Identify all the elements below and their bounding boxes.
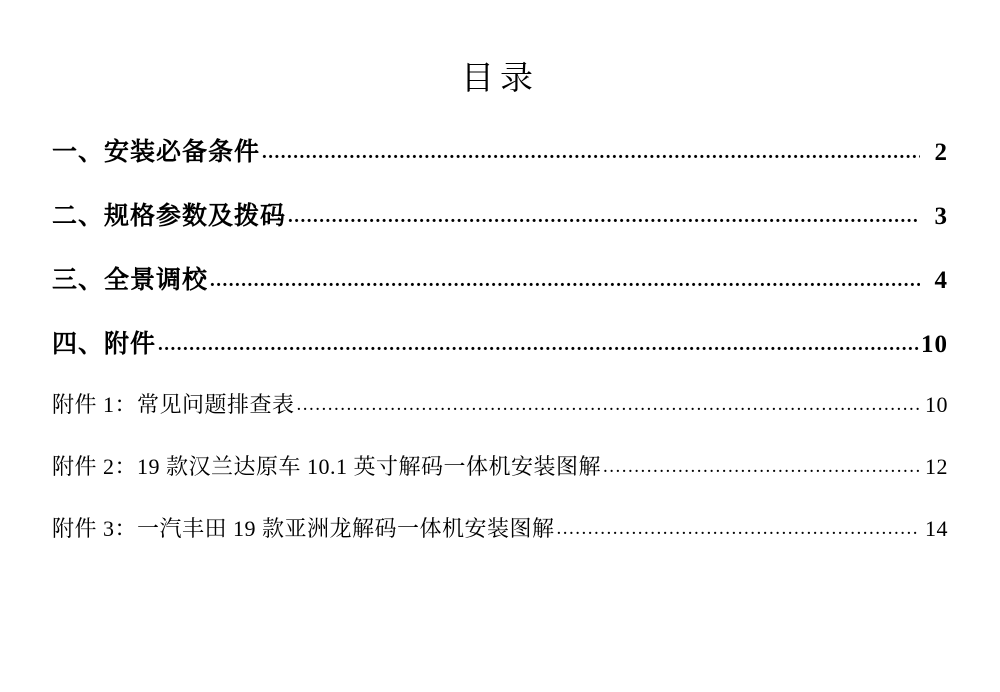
document-page <box>0 60 1000 692</box>
toc-entry-label: 四、附件 <box>52 330 157 358</box>
toc-entry[interactable] <box>52 260 948 324</box>
toc-entry-label: 一、安装必备条件 <box>52 138 261 166</box>
toc-entry-page: 12 <box>925 453 948 479</box>
table-of-contents <box>52 132 948 574</box>
toc-entry-page: 14 <box>925 515 948 541</box>
toc-entry-label: 附件 1：常见问题排查表 <box>52 391 295 417</box>
toc-entry[interactable] <box>52 196 948 260</box>
toc-leader-dots <box>262 142 920 164</box>
toc-leader-dots <box>158 334 919 356</box>
page-title: 目录 <box>461 61 539 97</box>
toc-entry-label: 三、全景调校 <box>52 266 209 294</box>
toc-leader-dots <box>557 518 920 540</box>
toc-entry[interactable] <box>52 132 948 196</box>
toc-entry[interactable] <box>52 388 948 450</box>
toc-leader-dots <box>288 206 920 228</box>
toc-entry-page: 10 <box>925 391 948 417</box>
toc-entry-label: 二、规格参数及拨码 <box>52 202 287 230</box>
toc-entry[interactable] <box>52 324 948 388</box>
toc-entry-label: 附件 3：一汽丰田 19 款亚洲龙解码一体机安装图解 <box>52 515 555 541</box>
toc-leader-dots <box>297 394 920 416</box>
toc-entry-page: 2 <box>934 138 948 166</box>
toc-entry-page: 10 <box>921 330 948 358</box>
toc-leader-dots <box>603 456 920 478</box>
toc-leader-dots <box>210 270 920 292</box>
toc-entry-page: 4 <box>934 266 948 294</box>
toc-entry[interactable] <box>52 512 948 574</box>
toc-entry[interactable] <box>52 450 948 512</box>
toc-entry-page: 3 <box>934 202 948 230</box>
toc-entry-label: 附件 2：19 款汉兰达原车 10.1 英寸解码一体机安装图解 <box>52 453 602 479</box>
